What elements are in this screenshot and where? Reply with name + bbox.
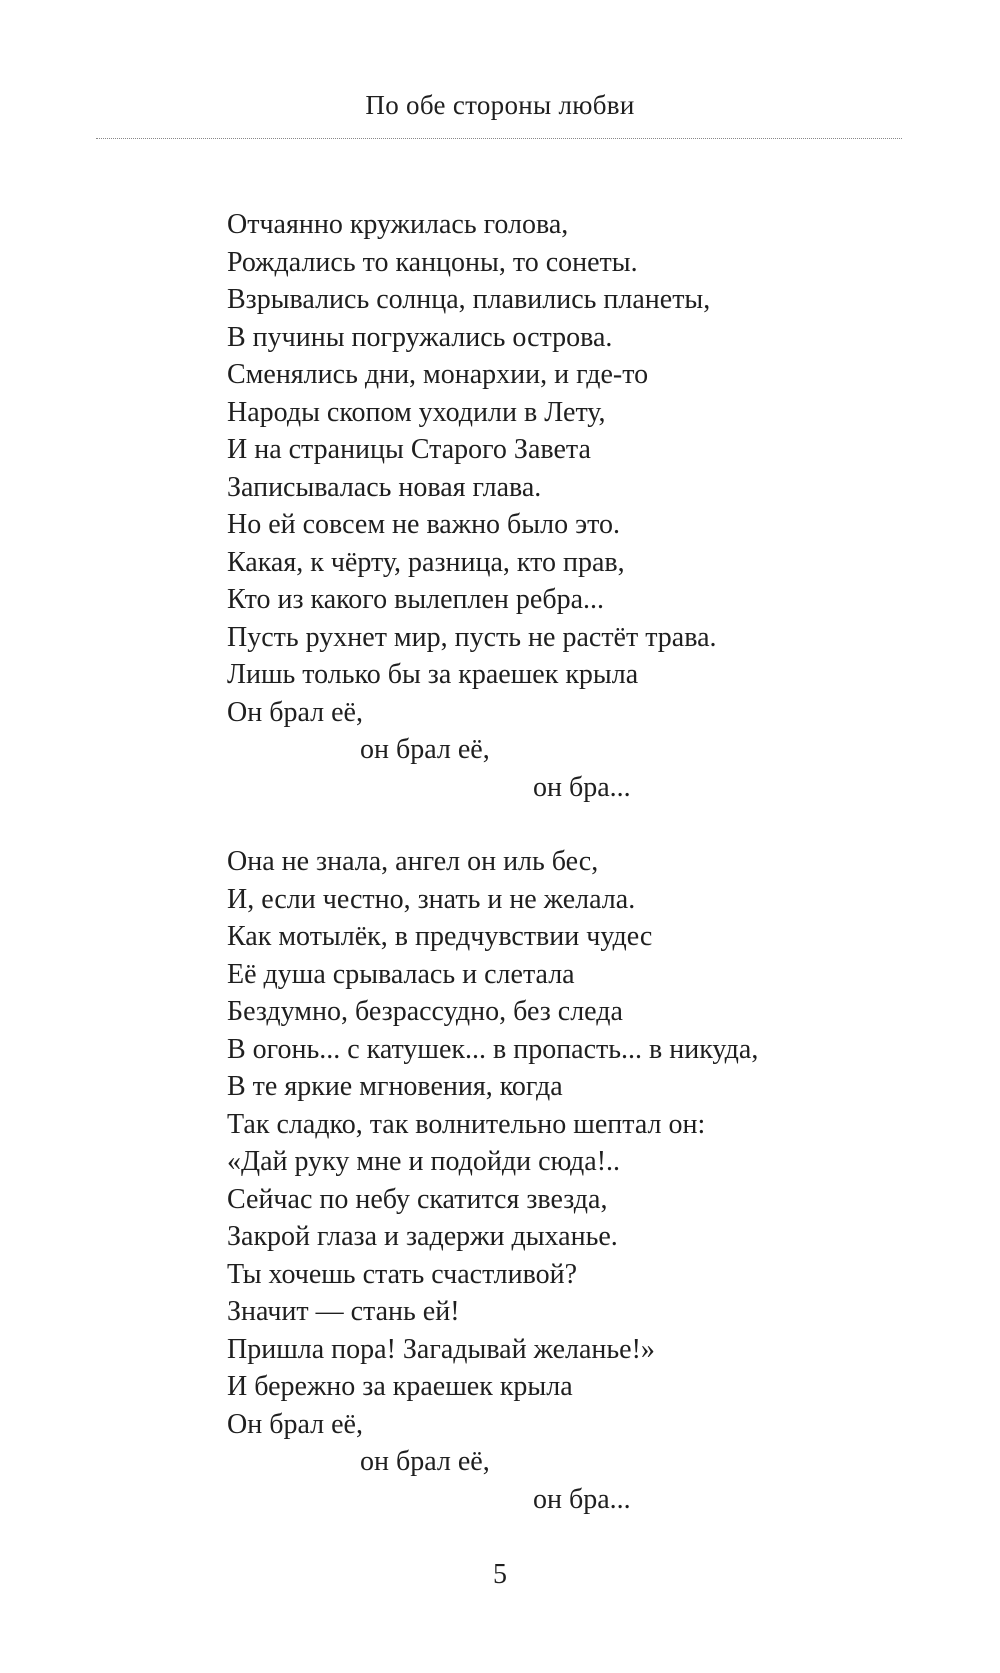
poem-line-indented: он бра... — [533, 771, 631, 803]
poem-line: Какая, к чёрту, разница, кто прав, — [227, 546, 625, 578]
poem-line: Взрывались солнца, плавились планеты, — [227, 284, 711, 315]
running-title: По обе стороны любви — [365, 90, 635, 120]
poem-line: Он брал её, — [227, 696, 363, 728]
poem-line: «Дай руку мне и подойди сюда!.. — [227, 1146, 621, 1177]
poem-line: Но ей совсем не важно было это. — [227, 509, 620, 540]
stanza-2 — [227, 843, 758, 1518]
poem-line: И бережно за краешек крыла — [227, 1371, 573, 1402]
poem-line-indented: он бра... — [533, 1483, 631, 1515]
poem-line: В пучины погружались острова. — [227, 321, 613, 353]
poem-line: Как мотылёк, в предчувствии чудес — [227, 921, 653, 952]
poem-line: Так сладко, так волнительно шептал он: — [227, 1108, 706, 1140]
poem-line-indented: он брал её, — [360, 734, 490, 765]
poem-line: Пусть рухнет мир, пусть не растёт трава. — [227, 621, 717, 653]
poem-line: Записывалась новая глава. — [227, 471, 542, 503]
poem-line: Бездумно, безрассудно, без следа — [227, 996, 623, 1027]
poem-line: Пришла пора! Загадывай желанье!» — [227, 1333, 655, 1365]
poem-line: Она не знала, ангел он иль бес, — [227, 846, 599, 877]
poem-line: В те яркие мгновения, когда — [227, 1071, 563, 1102]
poem-line: Сейчас по небу скатится звезда, — [227, 1183, 608, 1215]
poem-line: В огонь... с катушек... в пропасть... в никуда, — [227, 1033, 759, 1065]
poem-line: Закрой глаза и задержи дыханье. — [227, 1221, 618, 1252]
poem-line: Отчаянно кружилась голова, — [227, 209, 569, 240]
poem-line: И на страницы Старого Завета — [227, 434, 591, 465]
poem-line: Значит — стань ей! — [227, 1296, 460, 1327]
poem-line: Её душа срывалась и слетала — [227, 958, 575, 990]
poem-line: Народы скопом уходили в Лету, — [227, 396, 606, 428]
poem-line: Кто из какого вылеплен ребра... — [227, 584, 605, 615]
poem-line: Ты хочешь стать счастливой? — [227, 1258, 578, 1290]
poem-line: Рождались то канцоны, то сонеты. — [227, 246, 638, 278]
poem-line: Лишь только бы за краешек крыла — [227, 659, 639, 690]
poem-line: И, если честно, знать и не желала. — [227, 883, 636, 915]
poem-line: Сменялись дни, монархии, и где-то — [227, 359, 649, 390]
stanza-1 — [227, 206, 717, 806]
poem-line-indented: он брал её, — [360, 1446, 490, 1477]
header-divider — [96, 138, 902, 139]
poem-line: Он брал её, — [227, 1408, 363, 1440]
page-number: 5 — [493, 1559, 507, 1590]
